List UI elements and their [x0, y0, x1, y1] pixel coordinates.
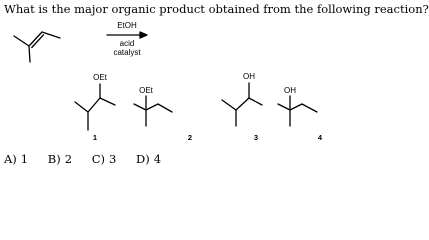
product-4-skeleton	[278, 96, 317, 126]
answer-option-a[interactable]	[4, 152, 28, 166]
product-3-group-label: OH	[243, 72, 255, 81]
product-2-number: 2	[187, 133, 193, 142]
product-3-number: 3	[253, 133, 259, 142]
answer-option-d[interactable]	[136, 152, 161, 166]
reagent-ethanol: EtOH	[117, 21, 137, 30]
reagent-catalyst: catalyst	[113, 48, 141, 57]
product-4-group-label: OH	[284, 86, 296, 95]
answer-option-c[interactable]	[92, 152, 117, 166]
answer-option-c-value: 3	[109, 152, 117, 166]
product-1-group-label: OEt	[93, 73, 107, 82]
answer-option-d-letter: D)	[135, 152, 150, 166]
product-1-number: 1	[92, 133, 98, 142]
reaction-arrow	[107, 32, 147, 38]
product-2-group-label: OEt	[139, 86, 153, 95]
answer-option-b-letter: B)	[47, 152, 61, 166]
product-1-skeleton	[75, 84, 115, 130]
product-2-skeleton	[134, 96, 172, 126]
answer-option-a-value: 1	[20, 152, 29, 166]
question-text: What is the major organic product obtained from the following reaction?	[4, 2, 429, 16]
answer-option-b-value: 2	[64, 152, 73, 166]
answer-choices	[4, 152, 177, 166]
answer-option-a-letter: A)	[4, 152, 17, 166]
answer-option-b[interactable]	[48, 152, 72, 166]
answer-option-c-letter: C)	[91, 152, 105, 166]
product-3-skeleton	[222, 83, 262, 126]
product-4-number: 4	[317, 133, 323, 142]
starting-alkene	[14, 32, 60, 62]
reagent-acid: acid	[119, 39, 135, 48]
answer-option-d-value: 4	[153, 152, 162, 166]
